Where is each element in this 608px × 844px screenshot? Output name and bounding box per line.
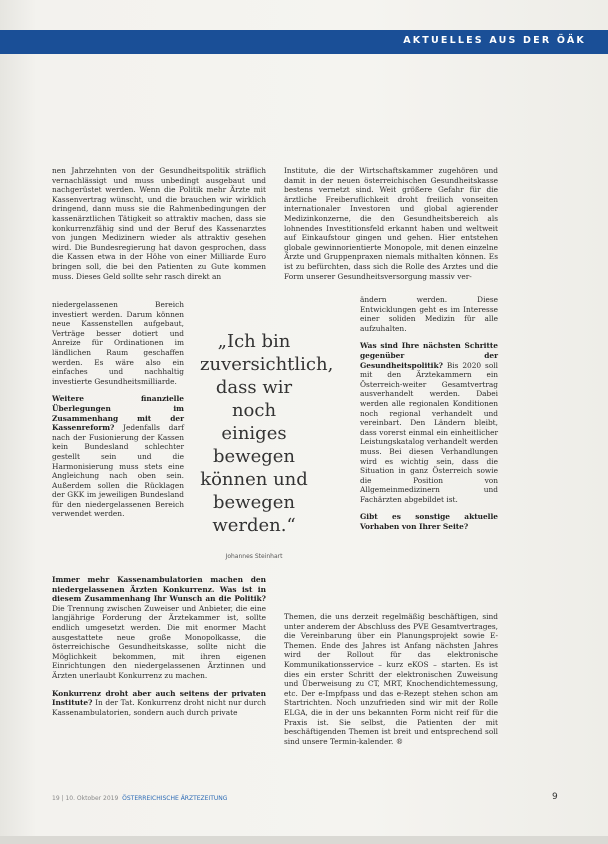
question: Was sind Ihre nächsten Schritte gegenüber der Gesundheitspolitik? [360, 341, 498, 370]
left-column-narrow [52, 300, 184, 519]
right-column-narrow [360, 295, 498, 532]
answer: Die Trennung zwischen Zuweiser und Anbieter, die eine langjährige Forderung der Ärztekammer ist, sollte endlich umgesetzt werden. Die mit enormer Macht ausgestattete neue große Monopolkasse, die österreichische Gesundheitskasse, sollte nicht die Möglichkeit bekommen, mit ihren eigenen Einrichtungen den niedergelassenen Ärztinnen und Ärzten unerlaubt Konkurrenz zu machen. [52, 603, 266, 680]
footer-issue [52, 795, 227, 802]
quote-source: Johannes Steinhart [225, 553, 283, 560]
question: Konkurrenz droht aber auch seitens der privaten Institute? [52, 688, 266, 708]
left-column-top [52, 166, 266, 281]
body-paragraph: Institute, die der Wirtschaftskammer zugehören und damit in der neuen österreichischen Gesundheitskasse bestens vernetzt sind. Weit größere Gefahr für die ärztliche Freiberuflichkeit droht freilich vonseiten internationaler Investoren und global agierender Medizinkonzerne, die den Gesundheitsbereich als lohnendes Investitionsfeld erkannt haben und weltweit auf Einkaufstour gingen und gehen. Hier entstehen globale gewinnorientierte Monopole, mit denen einzelne Ärzte und Gruppenpraxen niemals mithalten können. Es ist zu befürchten, dass sich die Rolle des Arztes und die Form unserer Gesundheitsversorgung massiv ver- [284, 166, 498, 281]
publication-name: ÖSTERREICHISCHE ÄRZTEZEITUNG [122, 795, 228, 802]
quote-text: „Ich bin zuversichtlich, dass wir noch einiges bewegen können und bewegen werden.“ [200, 331, 334, 536]
page-number: 9 [552, 792, 558, 802]
issue-date: 19 | 10. Oktober 2019 [52, 795, 119, 802]
right-column-bottom [284, 612, 498, 746]
left-column-bottom [52, 575, 266, 717]
qa-block [360, 341, 498, 504]
answer: Bis 2020 soll mit den Ärztekammern ein Österreich-weiter Gesamtvertrag ausverhandelt werden. Dabei werden alle regionalen Konditionen noch regional verhandelt und vereinbart. Den Ländern bleibt, dass vorerst einmal ein einheitlicher Leistungskatalog verhandelt werden muss. Bei diesen Verhandlungen wird es wichtig sein, dass die Situation in ganz Österreich sowie die Position von Allgemeinmedizinern und Fachärzten abgebildet ist. [360, 360, 498, 504]
body-paragraph: nen Jahrzehnten von der Gesundheitspolitik sträflich vernachlässigt und muss unbedingt ausgebaut und nachgerüstet werden. Wenn die Politik mehr Ärzte mit Kassenvertrag wünscht, und die brauchen wir wirklich dringend, dann muss sie die Rahmenbedingungen der kassenärztlichen Tätigkeit so attraktiv machen, dass sie konkurrenzfähig sind und der Beruf des Kassenarztes von jungen Medizinern wieder als attraktiv gesehen wird. Die Bundesregierung hat davon gesprochen, dass die Kassen etwa in der Höhe von einer Milliarde Euro bringen soll, die bei den Patienten zu Gute kommen muss. Dieses Geld sollte sehr rasch direkt an [52, 166, 266, 281]
question: Immer mehr Kassenambulatorien machen den niedergelassenen Ärzten Konkurrenz. Was ist in diesem Zusammenhang Ihr Wunsch an die Politik? [52, 575, 266, 604]
section-header [0, 30, 608, 54]
qa-block [52, 394, 184, 519]
answer: Themen, die uns derzeit regelmäßig beschäftigen, sind unter anderem der Abschluss des PVE Gesamtvertrages, die Vereinbarung über ein Planungsprojekt sowie E-Themen. Ende des Jahres ist Anfang nächsten Jahres wird der Rollout für das elektronische Kommunikationsservice – kurz eKOS – starten. Es ist dies ein erster Schritt der elektronischen Zuweisung und Überweisung zu CT, MRT, Knochendichtemessung, etc. Der e-Impfpass und das e-Rezept stehen schon am Startrichten. Noch unzufrieden sind wir mit der Rolle ELGA, die in der uns bekannten Form nicht reif für die Praxis ist. Sie selbst, die Patienten der mit beschäftigenden Themen ist breit und entsprechend soll sind unsere Termin-kalender. ® [284, 612, 498, 746]
right-column-top [284, 166, 498, 281]
section-title: AKTUELLES AUS DER ÖÄK [403, 35, 586, 46]
question: Gibt es sonstige aktuelle Vorhaben von Ihrer Seite? [360, 512, 498, 532]
qa-block [52, 689, 266, 718]
body-paragraph: niedergelassenen Bereich investiert werden. Darum können neue Kassenstellen aufgebaut, Verträge besser dotiert und Anreize für Ordinationen im ländlichen Raum geschaffen werden. Es wäre also ein einfaches und nachhaltig investierte Gesundheitsmilliarde. [52, 300, 184, 386]
answer: In der Tat. Konkurrenz droht nicht nur durch Kassenambulatorien, sondern auch durch private [52, 698, 266, 717]
page-edge [0, 836, 608, 844]
pull-quote [200, 330, 334, 560]
body-paragraph: ändern werden. Diese Entwicklungen geht es im Interesse einer soliden Medizin für alle aufzuhalten. [360, 295, 498, 333]
qa-block [52, 575, 266, 681]
qa-block [360, 512, 498, 531]
answer: Jedenfalls darf nach der Fusionierung der Kassen kein Bundesland schlechter gestellt sein und die Harmonisierung muss stets eine Angleichung nach oben sein. Außerdem sollen die Rücklagen der GKK im jeweiligen Bundesland für den niedergelassenen Bereich verwendet werden. [52, 423, 184, 519]
question: Weitere finanzielle Überlegungen im Zusammenhang mit der Kassenreform? [52, 394, 184, 433]
